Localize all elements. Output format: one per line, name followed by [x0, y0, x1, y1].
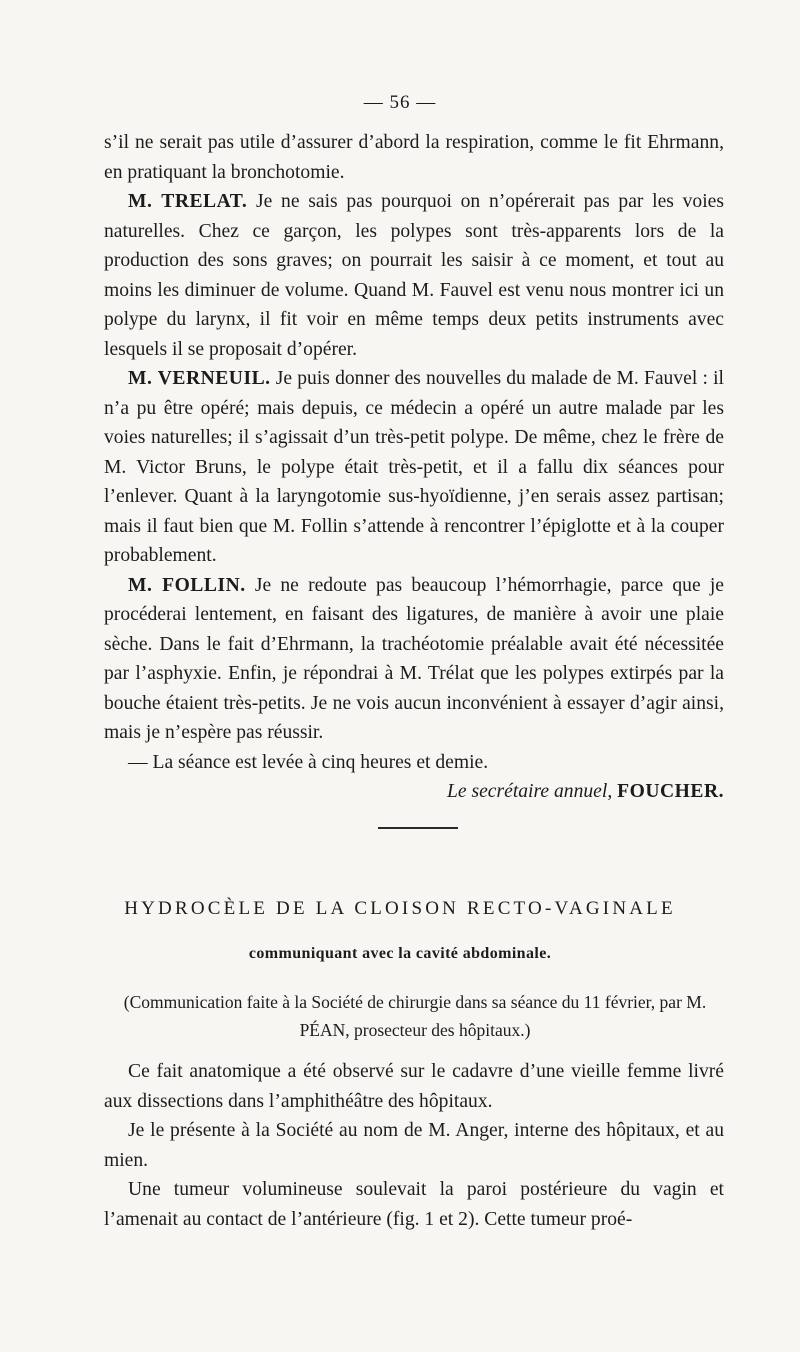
article-body	[104, 1057, 724, 1234]
article-paragraph: Je le présente à la Société au nom de M. Anger, interne des hôpitaux, et au mien.	[104, 1120, 724, 1171]
paragraph-continuation: s’il ne serait pas utile d’assurer d’abord la respiration, comme le fit Ehrmann, en pratiquant la bronchotomie.	[104, 132, 724, 183]
article-paragraph: Ce fait anatomique a été observé sur le cadavre d’une vieille femme livré aux dissections dans l’amphithéâtre des hôpitaux.	[104, 1061, 724, 1112]
article-paragraph: Une tumeur volumineuse soulevait la paroi postérieure du vagin et l’amenait au contact de l’antérieure (fig. 1 et 2). Cette tumeur proé-	[104, 1179, 724, 1230]
article-subtitle: communiquant avec la cavité abdominale.	[248, 945, 552, 962]
session-closing: — La séance est levée à cinq heures et demie.	[128, 751, 489, 773]
speaker-name: M. VERNEUIL.	[128, 368, 271, 389]
section-divider	[378, 827, 458, 829]
signature	[104, 777, 724, 807]
communication-note: (Communication faite à la Société de chirurgie dans sa séance du 11 février, par M. PÉAN, prosecteur des hôpitaux.)	[123, 992, 707, 1040]
speech-text: Je puis donner des nouvelles du malade de M. Fauvel : il n’a pu être opéré; mais depuis, ce médecin a opéré un autre malade par les voies naturelles; il s’agissait d’un très-petit polype. De même, chez le frère de M. Victor Bruns, le polype était très-petit, et il a fallu dix séances pour l’enlever. Quant à la laryngotomie sus-hyoïdienne, j’en serais assez partisan; mais il faut bien que M. Follin s’attende à rencontrer l’épiglotte et à la couper probablement.	[104, 368, 724, 566]
signature-role: Le secrétaire annuel	[446, 781, 608, 802]
speech-text: Je ne sais pas pourquoi on n’opérerait pas par les voies naturelles. Chez ce garçon, les polypes sont très-apparents lors de la production des sons graves; on pourrait les saisir à ce moment, et tout au moins les diminuer de volume. Quand M. Fauvel est venu nous montrer ici un polype du larynx, il fit voir en même temps deux petits instruments avec lesquels il se proposait d’opérer.	[104, 191, 724, 360]
signature-name: FOUCHER.	[617, 781, 724, 802]
speaker-name: M. FOLLIN.	[128, 574, 246, 596]
paragraph-verneuil	[104, 364, 724, 571]
discussion-section	[104, 128, 724, 807]
speech-text: Je ne redoute pas beaucoup l’hémorrhagie, parce que je procéderai lentement, en faisant des ligatures, de manière à avoir une plaie sèche. Dans le fait d’Ehrmann, la trachéotomie préalable avait été nécessitée par l’asphyxie. Enfin, je répondrai à M. Trélat que les polypes extirpés par la bouche étaient très-petits. Je ne vois aucun inconvénient à essayer d’agir ainsi, mais je n’espère pas réussir.	[104, 574, 724, 743]
article-title: HYDROCÈLE DE LA CLOISON RECTO-VAGINALE	[124, 898, 676, 919]
paragraph-follin	[104, 571, 724, 748]
paragraph-trelat	[104, 187, 724, 364]
page-number: — 56 —	[363, 92, 437, 113]
signature-separator: ,	[607, 781, 618, 802]
speaker-name: M. TRELAT.	[128, 191, 248, 212]
